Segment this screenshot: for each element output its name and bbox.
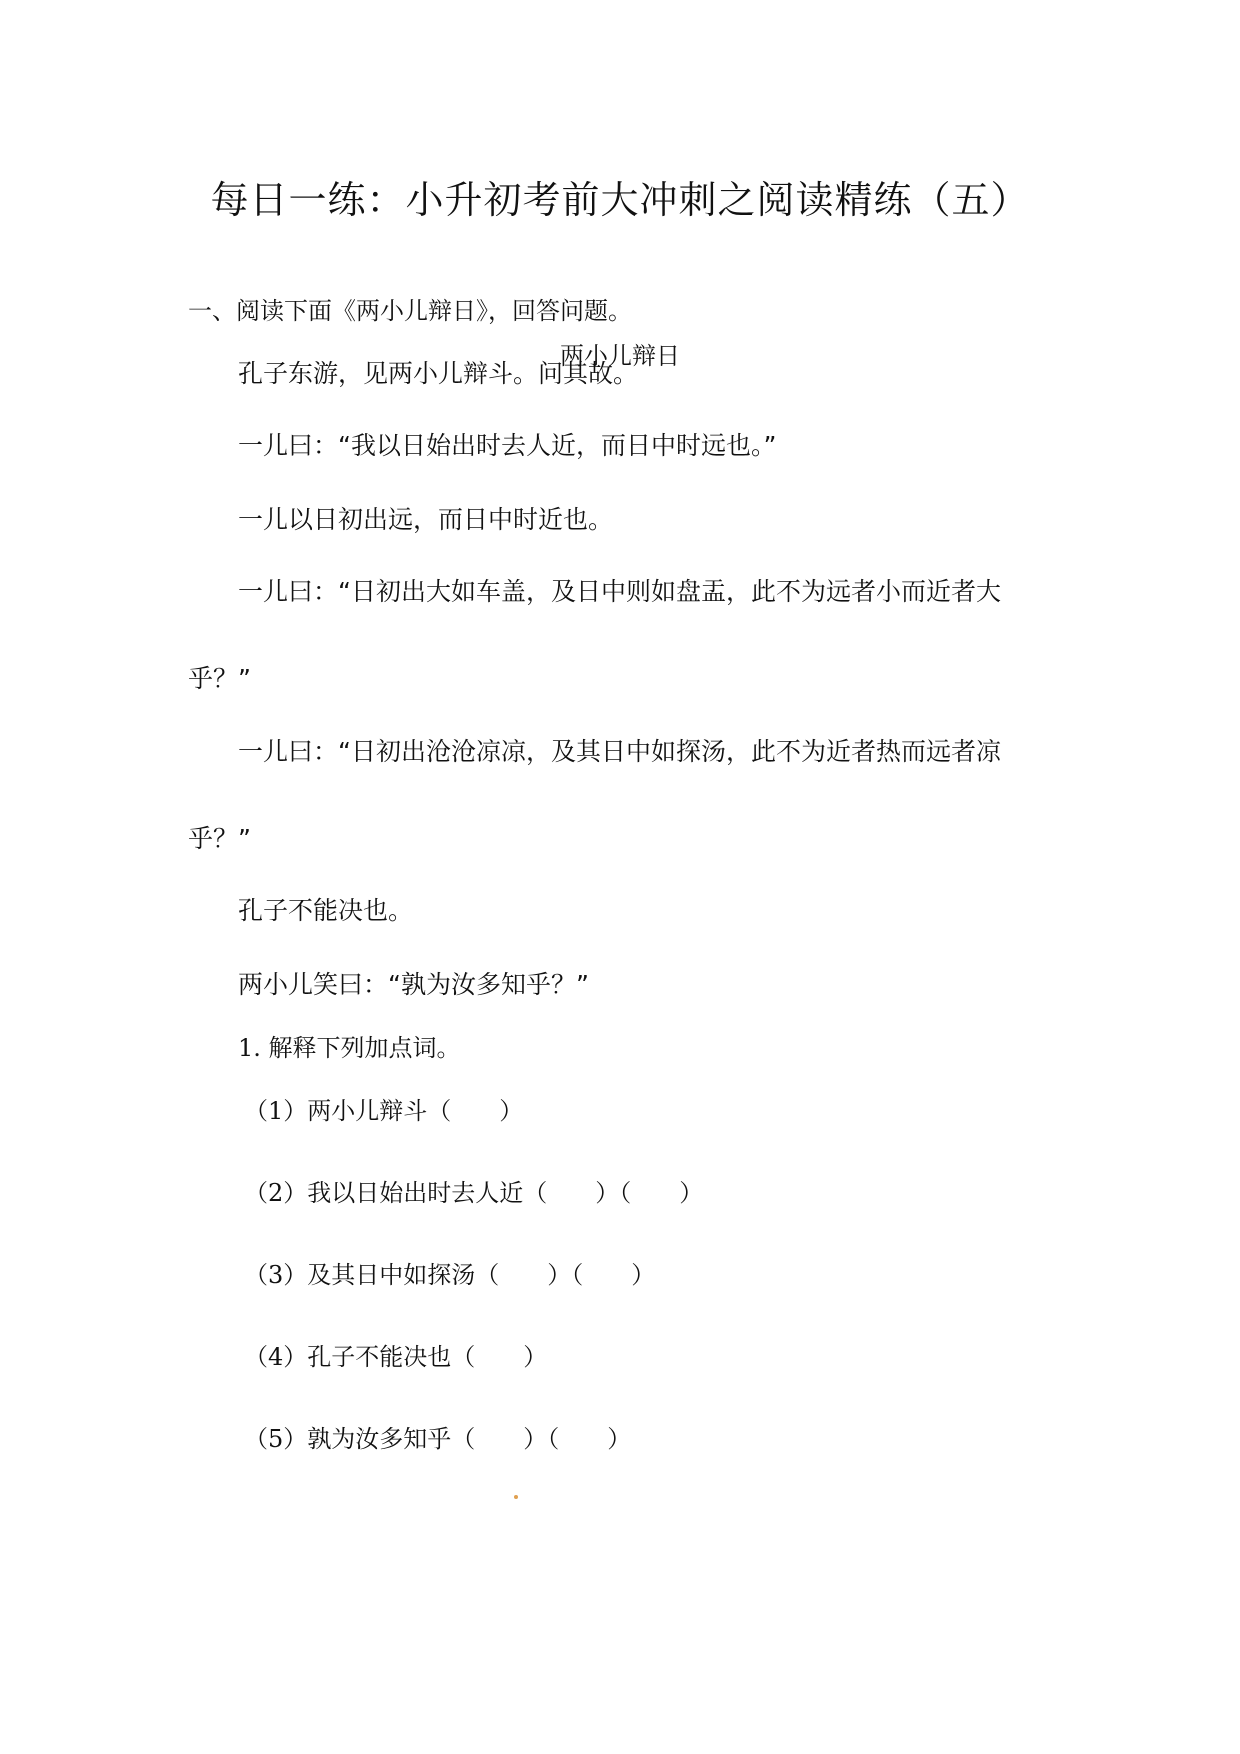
passage-title: 两小儿辩日 xyxy=(560,342,680,370)
passage-line: 两小儿笑曰：“孰为汝多知乎？” xyxy=(238,970,589,999)
question-item: （1）两小儿辩斗（ ） xyxy=(244,1097,524,1125)
passage-line: 一儿曰：“日初出沧沧凉凉，及其日中如探汤，此不为近者热而远者凉 xyxy=(238,737,1001,766)
passage-line: 一儿曰：“日初出大如车盖，及日中则如盘盂，此不为远者小而近者大 xyxy=(238,577,1001,606)
stray-dot-mark xyxy=(514,1495,518,1499)
question-prompt: 1. 解释下列加点词。 xyxy=(238,1034,461,1062)
passage-line: 孔子东游，见两小儿辩斗。问其故。 xyxy=(238,359,639,388)
section-heading: 一、阅读下面《两小儿辩日》，回答问题。 xyxy=(188,297,632,325)
passage-line: 乎？” xyxy=(188,664,251,693)
passage-line: 孔子不能决也。 xyxy=(238,896,414,925)
question-item: （5）孰为汝多知乎（ ）（ ） xyxy=(244,1425,632,1453)
question-item: （3）及其日中如探汤（ ）（ ） xyxy=(244,1261,656,1289)
question-item: （4）孔子不能决也（ ） xyxy=(244,1343,548,1371)
document-title: 每日一练：小升初考前大冲刺之阅读精练（五） xyxy=(210,178,1030,222)
passage-line: 乎？” xyxy=(188,824,251,853)
passage-line: 一儿曰：“我以日始出时去人近，而日中时远也。” xyxy=(238,431,777,460)
question-item: （2）我以日始出时去人近（ ）（ ） xyxy=(244,1179,704,1207)
passage-line: 一儿以日初出远，而日中时近也。 xyxy=(238,505,614,534)
